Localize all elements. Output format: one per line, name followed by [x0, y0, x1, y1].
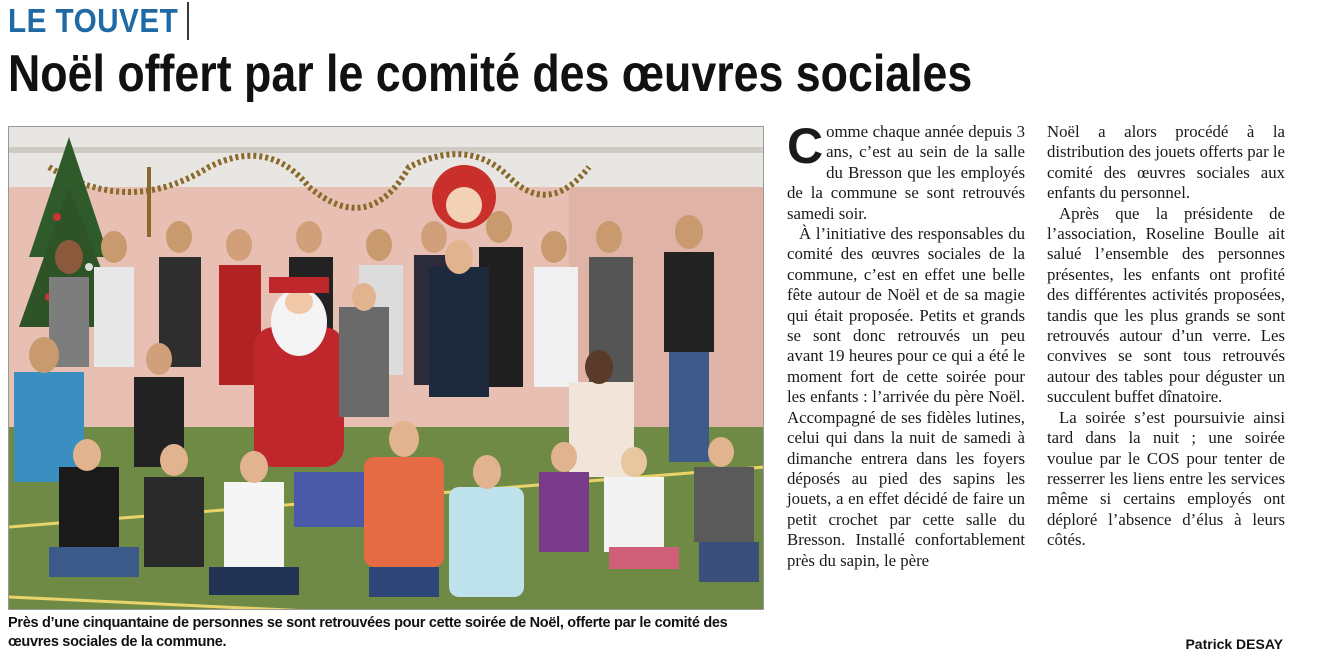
paragraph-4: Après que la présidente de l’association, Roseline Boulle ait salué l’ensemble des personnes présentes, les enfants ont profité des différentes activités proposées, tandis que les plus grands se sont retrouvés autour d’un verre. Les convives se sont tous retrouvés autour des tables pour déguster un succulent buffet dînatoire.: [1047, 203, 1285, 407]
article-column-2: [1047, 122, 1285, 551]
author-signature: Patrick DESAY: [1185, 636, 1283, 652]
article-column-1: [787, 118, 1025, 571]
photo-caption: Près d’une cinquantaine de personnes se sont retrouvées pour cette soirée de Noël, offerte par le comité des œuvres sociales de la commune.: [8, 615, 728, 650]
section-kicker: LE TOUVET: [8, 2, 189, 40]
drop-cap: C: [787, 118, 824, 174]
paragraph-2: À l’initiative des responsables du comité des œuvres sociales de la commune, c’est en effet une belle fête autour de Noël et de sa magie qui était proposée. Petits et grands se sont donc retrouvés un peu avant 19 heures pour ce qui a été le moment fort de cette soirée pour les enfants : l’arrivée du père Noël. Accompagné de ses fidèles lutines, celui qui dans la nuit de samedi à dimanche entrera dans les foyers déposés au pied des sapins les jouets, a en effet décidé de faire un petit crochet par cette salle du Bresson. Installé confortablement près du sapin, le père: [787, 224, 1025, 570]
paragraph-5: La soirée s’est poursuivie ainsi tard dans la nuit ; une soirée voulue par le COS pour tenter de resserrer les liens entre les services même si certains employés ont déploré l’absence d’élus à leurs côtés.: [1047, 407, 1285, 550]
article-headline: Noël offert par le comité des œuvres sociales: [8, 45, 973, 103]
paragraph-3: Noël a alors procédé à la distribution des jouets offerts par le comité des œuvres sociales aux enfants du personnel.: [1047, 122, 1285, 203]
paragraph-1: omme chaque année depuis 3 ans, c’est au sein de la salle du Bresson que les employés de la commune se sont retrouvés samedi soir.: [787, 122, 1025, 223]
group-photo: [8, 126, 764, 610]
